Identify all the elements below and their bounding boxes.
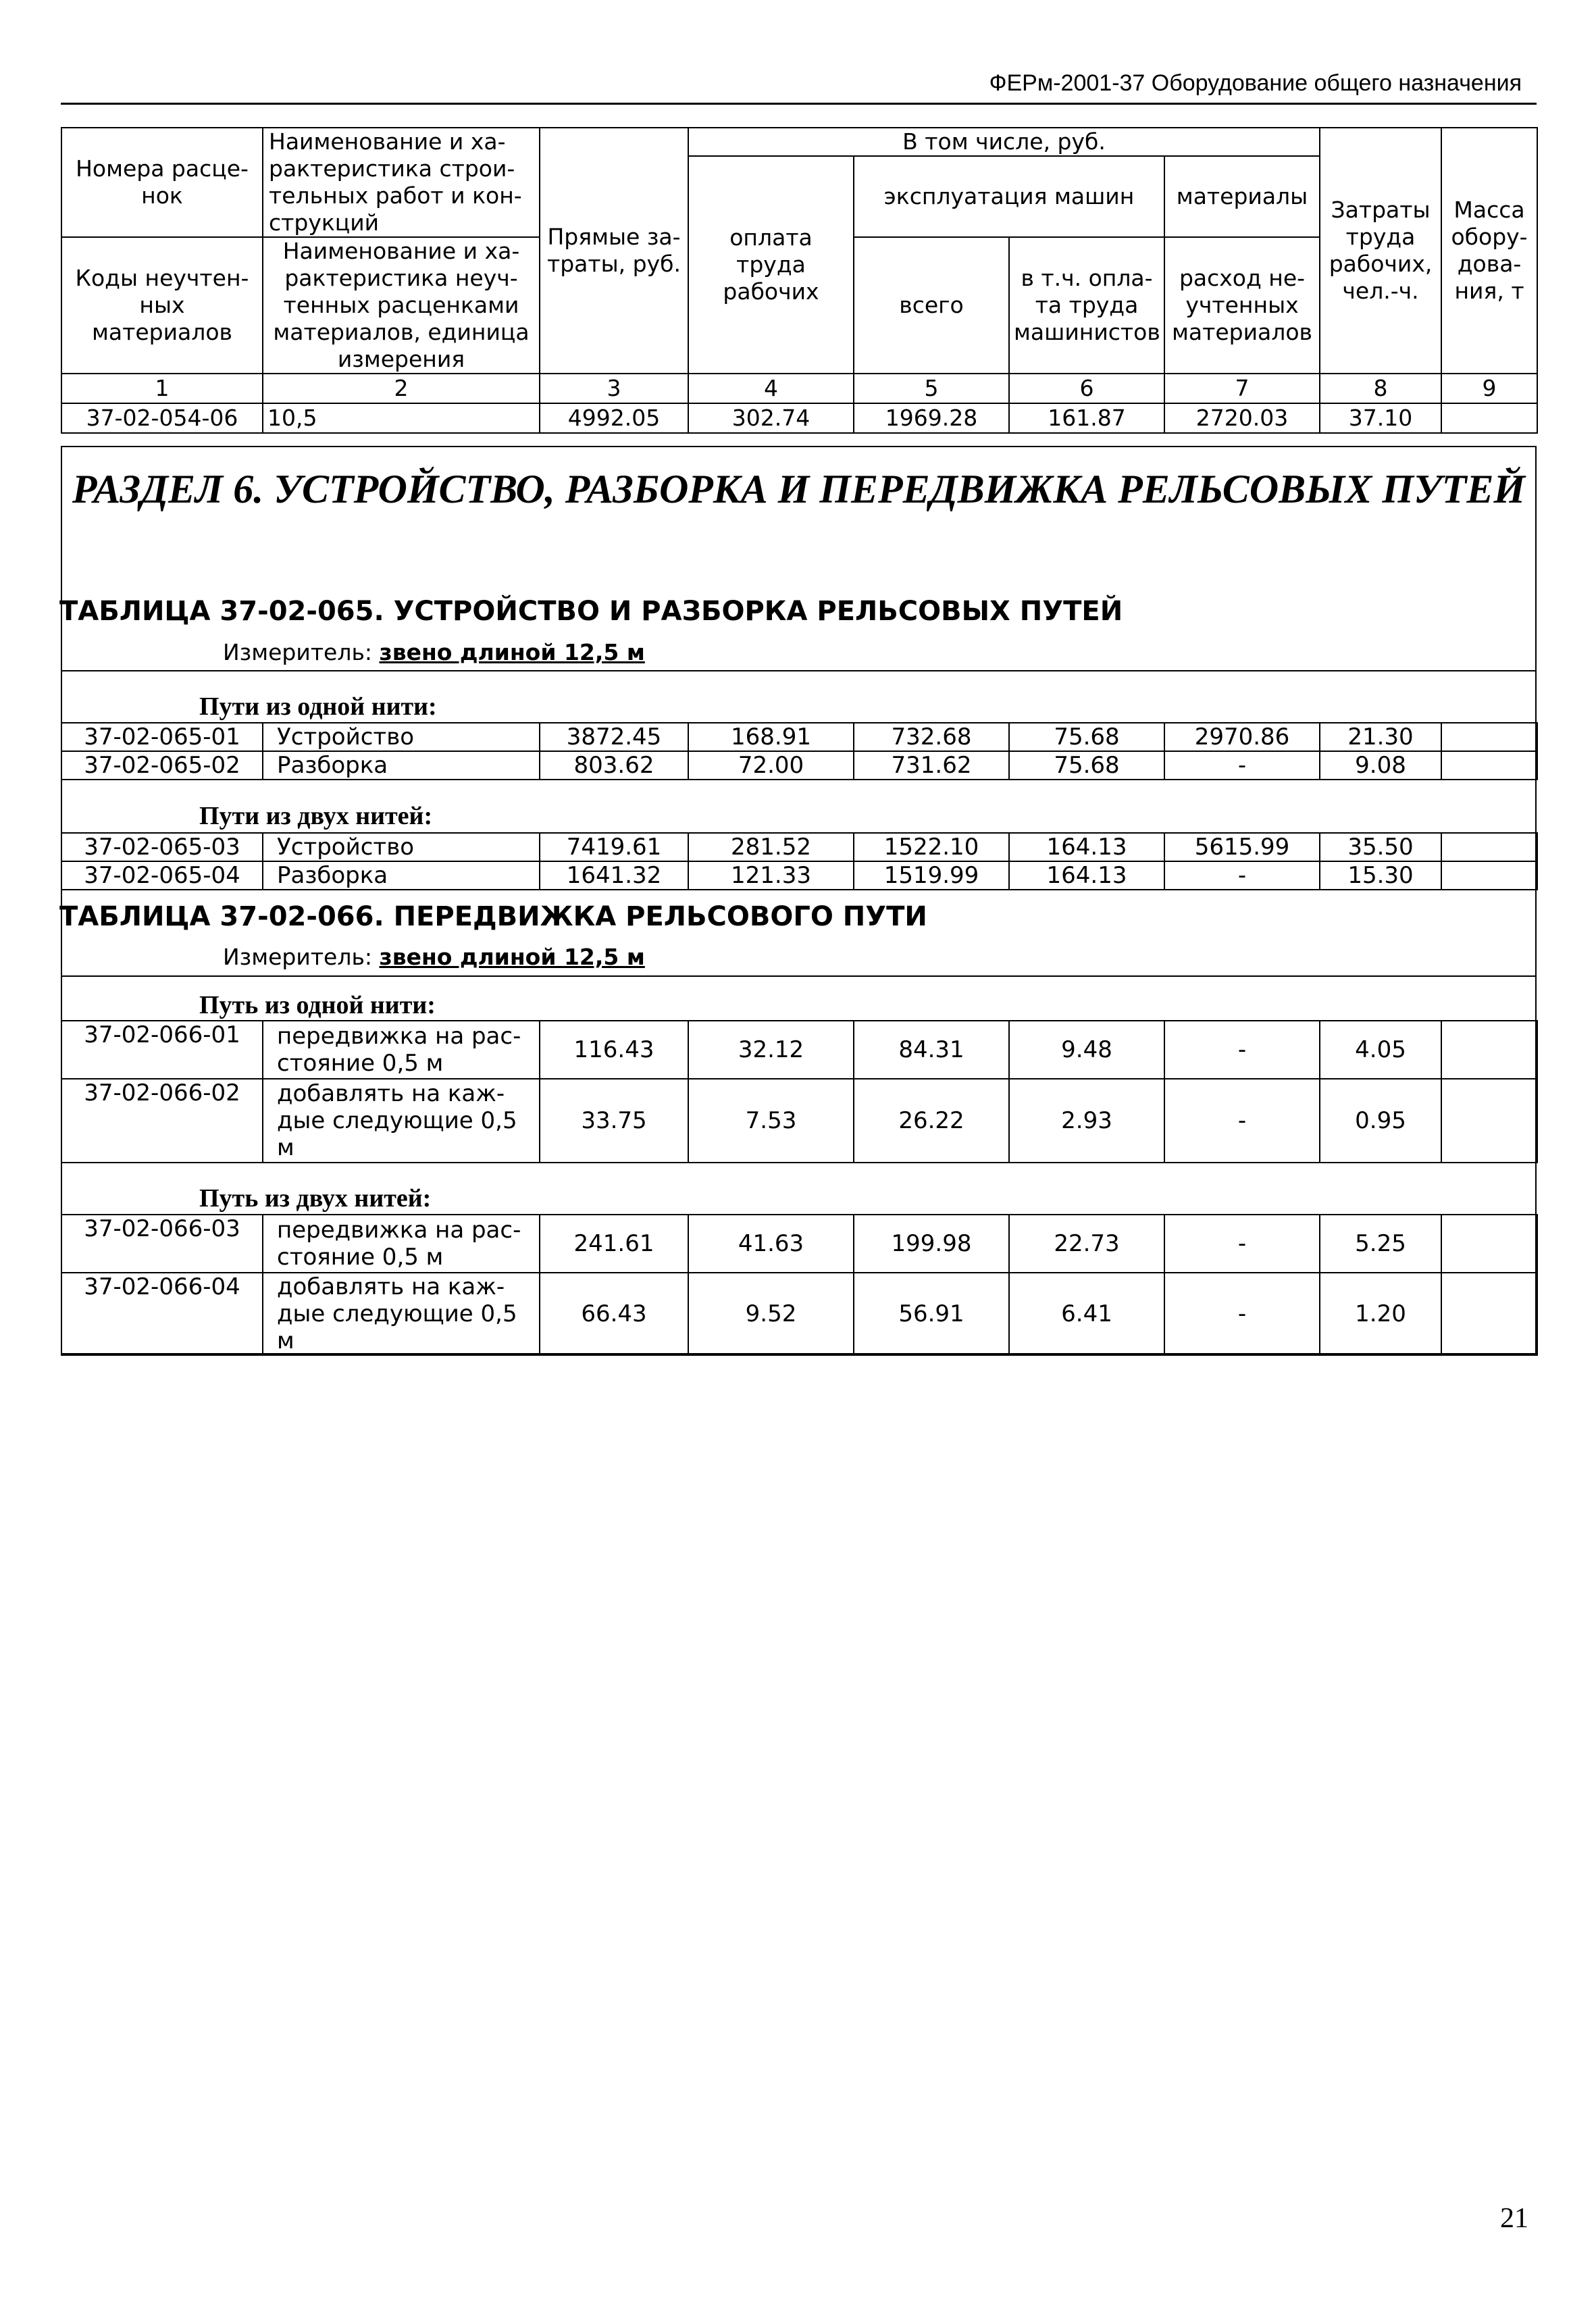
cell-direct: 4992.05 [540, 403, 688, 433]
cell-machines: 84.31 [854, 1021, 1009, 1079]
table-row [61, 833, 1537, 861]
table-row [61, 1021, 1537, 1079]
table-066-group-two-rail: Путь из двух нитей: [199, 1184, 432, 1213]
cell-name: Разборка [263, 861, 540, 890]
cell-name: 10,5 [263, 403, 540, 433]
cell-mass [1441, 1273, 1537, 1355]
cell-code: 37-02-066-03 [61, 1215, 263, 1273]
cell-direct: 241.61 [540, 1215, 688, 1273]
cell-code: 37-02-065-02 [61, 751, 263, 780]
cell-code: 37-02-065-01 [61, 723, 263, 751]
cell-mass [1441, 1079, 1537, 1163]
cell-machines: 1519.99 [854, 861, 1009, 890]
cell-machinist: 75.68 [1009, 751, 1164, 780]
cell-materials: - [1164, 751, 1320, 780]
col-number: 4 [688, 374, 854, 403]
cell-materials: - [1164, 861, 1320, 890]
cell-code: 37-02-054-06 [61, 403, 263, 433]
table-row [61, 1215, 1537, 1273]
col-number: 5 [854, 374, 1009, 403]
cell-code: 37-02-066-01 [61, 1021, 263, 1079]
cell-materials: - [1164, 1215, 1320, 1273]
cell-wage: 41.63 [688, 1215, 854, 1273]
col-number: 7 [1164, 374, 1320, 403]
cell-labor: 5.25 [1320, 1215, 1441, 1273]
cell-machinist: 75.68 [1009, 723, 1164, 751]
measure-label: Измеритель: [223, 639, 373, 665]
cell-mass [1441, 403, 1537, 433]
materials-header: материалы [1164, 156, 1320, 237]
table-065-group-one-rail: Пути из одной нити: [199, 692, 437, 721]
col-machines-total-header: всего [854, 237, 1009, 374]
cell-name: добавлять на каж-дые следующие 0,5 м [263, 1273, 540, 1355]
cell-labor: 35.50 [1320, 833, 1441, 861]
cell-machines: 732.68 [854, 723, 1009, 751]
table-row [61, 861, 1537, 890]
table-066-rows-one-rail [61, 1020, 1538, 1163]
header-rule [61, 103, 1537, 105]
cell-materials: 2720.03 [1164, 403, 1320, 433]
col-number: 9 [1441, 374, 1537, 403]
cell-direct: 66.43 [540, 1273, 688, 1355]
cell-wage: 302.74 [688, 403, 854, 433]
col-material-name-header: Наименование и ха-рактеристика неуч-тенных расценками материалов, единица измерения [263, 237, 540, 374]
cell-machines: 1969.28 [854, 403, 1009, 433]
col-material-use-header: расход не-учтенных материалов [1164, 237, 1320, 374]
cell-code: 37-02-065-04 [61, 861, 263, 890]
column-header-table [61, 127, 1538, 434]
col-mass-header: Масса обору-дова-ния, т [1441, 128, 1537, 374]
cell-labor: 4.05 [1320, 1021, 1441, 1079]
table-066-title: ТАБЛИЦА 37-02-066. ПЕРЕДВИЖКА РЕЛЬСОВОГО ПУТИ [59, 901, 927, 932]
cell-mass [1441, 861, 1537, 890]
measure-label: Измеритель: [223, 944, 373, 970]
cell-name: добавлять на каж-дые следующие 0,5 м [263, 1079, 540, 1163]
cell-direct: 116.43 [540, 1021, 688, 1079]
cell-materials: - [1164, 1079, 1320, 1163]
cell-direct: 7419.61 [540, 833, 688, 861]
cell-materials: - [1164, 1021, 1320, 1079]
cell-name: передвижка на рас-стояние 0,5 м [263, 1021, 540, 1079]
cell-wage: 121.33 [688, 861, 854, 890]
divider [61, 670, 1537, 671]
col-material-codes-header: Коды неучтен-ных материалов [61, 237, 263, 374]
cell-materials: - [1164, 1273, 1320, 1355]
table-row [61, 1079, 1537, 1163]
page-number: 21 [1500, 2203, 1528, 2234]
cell-machinist: 164.13 [1009, 833, 1164, 861]
cell-machines: 731.62 [854, 751, 1009, 780]
cell-machinist: 2.93 [1009, 1079, 1164, 1163]
cell-mass [1441, 723, 1537, 751]
col-number: 1 [61, 374, 263, 403]
cell-name: Разборка [263, 751, 540, 780]
cell-machinist: 6.41 [1009, 1273, 1164, 1355]
col-rate-number-header: Номера расце-нок [61, 128, 263, 237]
col-number: 8 [1320, 374, 1441, 403]
col-number: 6 [1009, 374, 1164, 403]
cell-wage: 72.00 [688, 751, 854, 780]
col-machinist-wage-header: в т.ч. опла-та труда машинистов [1009, 237, 1164, 374]
cell-name: Устройство [263, 723, 540, 751]
measure-value: звено длиной 12,5 м [379, 944, 645, 970]
column-number-row [61, 374, 1537, 403]
table-row [61, 1273, 1537, 1355]
cell-machinist: 161.87 [1009, 403, 1164, 433]
cell-machinist: 9.48 [1009, 1021, 1164, 1079]
cell-direct: 3872.45 [540, 723, 688, 751]
cell-materials: 5615.99 [1164, 833, 1320, 861]
measure-value: звено длиной 12,5 м [379, 639, 645, 665]
table-065-group-two-rail: Пути из двух нитей: [199, 802, 433, 830]
cell-wage: 9.52 [688, 1273, 854, 1355]
cell-direct: 1641.32 [540, 861, 688, 890]
cell-labor: 9.08 [1320, 751, 1441, 780]
col-direct-costs-header: Прямые за-траты, руб. [540, 128, 688, 374]
cell-mass [1441, 833, 1537, 861]
running-header: ФЕРм-2001-37 Оборудование общего назначения [989, 70, 1522, 96]
cell-direct: 33.75 [540, 1079, 688, 1163]
cell-wage: 7.53 [688, 1079, 854, 1163]
cell-labor: 1.20 [1320, 1273, 1441, 1355]
table-row [61, 751, 1537, 780]
cell-wage: 168.91 [688, 723, 854, 751]
cell-materials: 2970.86 [1164, 723, 1320, 751]
table-066-measure [223, 944, 645, 970]
col-work-name-header: Наименование и ха-рактеристика строи-тельных работ и кон-струкций [263, 128, 540, 237]
cell-mass [1441, 751, 1537, 780]
cell-labor: 15.30 [1320, 861, 1441, 890]
table-row [61, 723, 1537, 751]
table-065-measure [223, 639, 645, 665]
col-number: 2 [263, 374, 540, 403]
cell-mass [1441, 1021, 1537, 1079]
cell-machines: 26.22 [854, 1079, 1009, 1163]
cell-machines: 1522.10 [854, 833, 1009, 861]
machines-header: эксплуатация машин [854, 156, 1164, 237]
cell-wage: 32.12 [688, 1021, 854, 1079]
table-066-rows-two-rail [61, 1214, 1538, 1356]
col-wage-header: оплата труда рабочих [688, 156, 854, 374]
cell-wage: 281.52 [688, 833, 854, 861]
table-065-title: ТАБЛИЦА 37-02-065. УСТРОЙСТВО И РАЗБОРКА РЕЛЬСОВЫХ ПУТЕЙ [59, 596, 1123, 627]
incl-header: В том числе, руб. [688, 128, 1320, 156]
cell-machinist: 22.73 [1009, 1215, 1164, 1273]
cell-code: 37-02-065-03 [61, 833, 263, 861]
cell-machines: 199.98 [854, 1215, 1009, 1273]
carry-over-row [61, 403, 1537, 433]
col-labor-header: Затраты труда рабочих, чел.-ч. [1320, 128, 1441, 374]
cell-machines: 56.91 [854, 1273, 1009, 1355]
cell-labor: 37.10 [1320, 403, 1441, 433]
cell-code: 37-02-066-04 [61, 1273, 263, 1355]
divider [61, 975, 1537, 977]
section-title: РАЗДЕЛ 6. УСТРОЙСТВО, РАЗБОРКА И ПЕРЕДВИЖКА РЕЛЬСОВЫХ ПУТЕЙ [72, 467, 1526, 511]
cell-mass [1441, 1215, 1537, 1273]
cell-name: передвижка на рас-стояние 0,5 м [263, 1215, 540, 1273]
table-065-rows-two-rail [61, 832, 1538, 890]
table-065-rows-one-rail [61, 722, 1538, 780]
cell-code: 37-02-066-02 [61, 1079, 263, 1163]
cell-name: Устройство [263, 833, 540, 861]
table-066-group-one-rail: Путь из одной нити: [199, 991, 436, 1019]
cell-direct: 803.62 [540, 751, 688, 780]
cell-machinist: 164.13 [1009, 861, 1164, 890]
col-number: 3 [540, 374, 688, 403]
cell-labor: 21.30 [1320, 723, 1441, 751]
cell-labor: 0.95 [1320, 1079, 1441, 1163]
